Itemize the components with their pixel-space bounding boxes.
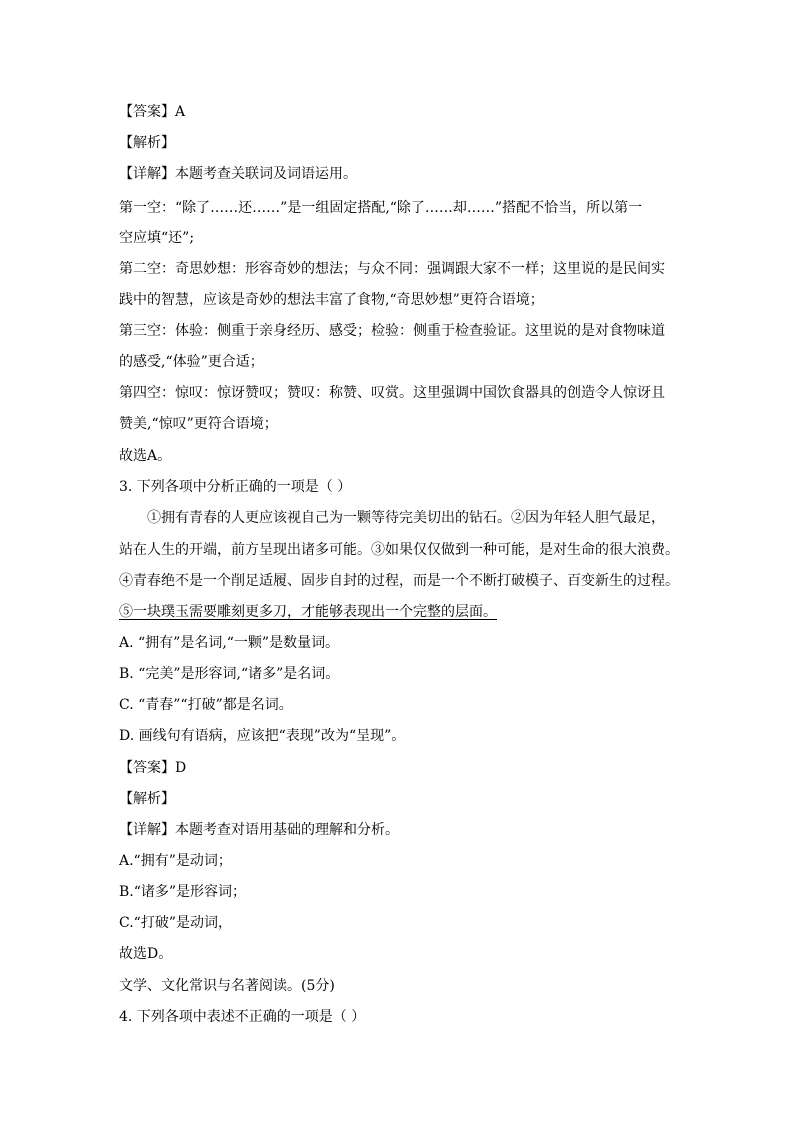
q3-explanation-a: A.“拥有”是动词； (119, 853, 232, 869)
q3-passage-underlined-sentence: ⑤一块璞玉需要雕刻更多刀，才能够表现出一个完整的层面。 (119, 604, 497, 620)
q3-stem: 3. 下列各项中分析正确的一项是（ ） (119, 479, 352, 495)
q2-blank4-line2: 赞美,“惊叹”更符合语境； (119, 416, 278, 432)
q2-analysis-heading: 【解析】 (119, 135, 175, 151)
q3-option-b: B. “完美”是形容词,“诸多”是名词。 (119, 666, 340, 682)
q3-detail-intro: 【详解】本题考查对语用基础的理解和分析。 (119, 822, 399, 838)
q2-blank1-line2: 空应填“还”; (119, 230, 195, 246)
section-heading: 文学、文化常识与名著阅读。(5分) (119, 978, 335, 994)
q3-passage-line3: ④青春绝不是一个削足适履、固步自封的过程，而是一个不断打破模子、百变新生的过程。 (119, 573, 679, 589)
q3-explanation-c: C.“打破”是动词， (119, 915, 232, 931)
q3-option-d: D. 画线句有语病，应该把“表现”改为“呈现”。 (119, 728, 406, 744)
q3-option-a: A. “拥有”是名词,“一颗”是数量词。 (119, 635, 340, 651)
q2-conclusion: 故选A。 (119, 448, 172, 464)
q2-detail-intro: 【详解】本题考查关联词及词语运用。 (119, 166, 357, 182)
q2-blank4-line1: 第四空：惊叹：惊讶赞叹；赞叹：称赞、叹赏。这里强调中国饮食器具的创造令人惊讶且 (119, 385, 665, 401)
q3-answer: 【答案】D (119, 760, 187, 776)
q4-stem: 4. 下列各项中表述不正确的一项是（ ） (119, 1009, 366, 1025)
q3-analysis-heading: 【解析】 (119, 791, 175, 807)
q3-conclusion: 故选D。 (119, 946, 173, 962)
q3-explanation-b: B.“诸多”是形容词； (119, 884, 247, 900)
q2-blank2-line1: 第二空：奇思妙想：形容奇妙的想法；与众不同：强调跟大家不一样；这里说的是民间实 (119, 261, 665, 277)
q2-blank3-line2: 的感受,“体验”更合适； (119, 354, 264, 370)
q3-option-c: C. “青春”“打破”都是名词。 (119, 697, 293, 713)
q2-answer: 【答案】A (119, 104, 186, 120)
q3-passage-line1: ①拥有青春的人更应该视自己为一颗等待完美切出的钻石。②因为年轻人胆气最足， (147, 510, 665, 526)
q3-passage-line2: 站在人生的开端，前方呈现出诸多可能。③如果仅仅做到一种可能，是对生命的很大浪费。 (119, 542, 679, 558)
q2-blank1-line1: 第一空：“除了……还……”是一组固定搭配,“除了……却……”搭配不恰当，所以第一 (119, 200, 643, 216)
q2-blank3-line1: 第三空：体验：侧重于亲身经历、感受；检验：侧重于检查验证。这里说的是对食物味道 (119, 323, 665, 339)
q2-blank2-line2: 践中的智慧，应该是奇妙的想法丰富了食物,“奇思妙想”更符合语境； (119, 292, 544, 308)
